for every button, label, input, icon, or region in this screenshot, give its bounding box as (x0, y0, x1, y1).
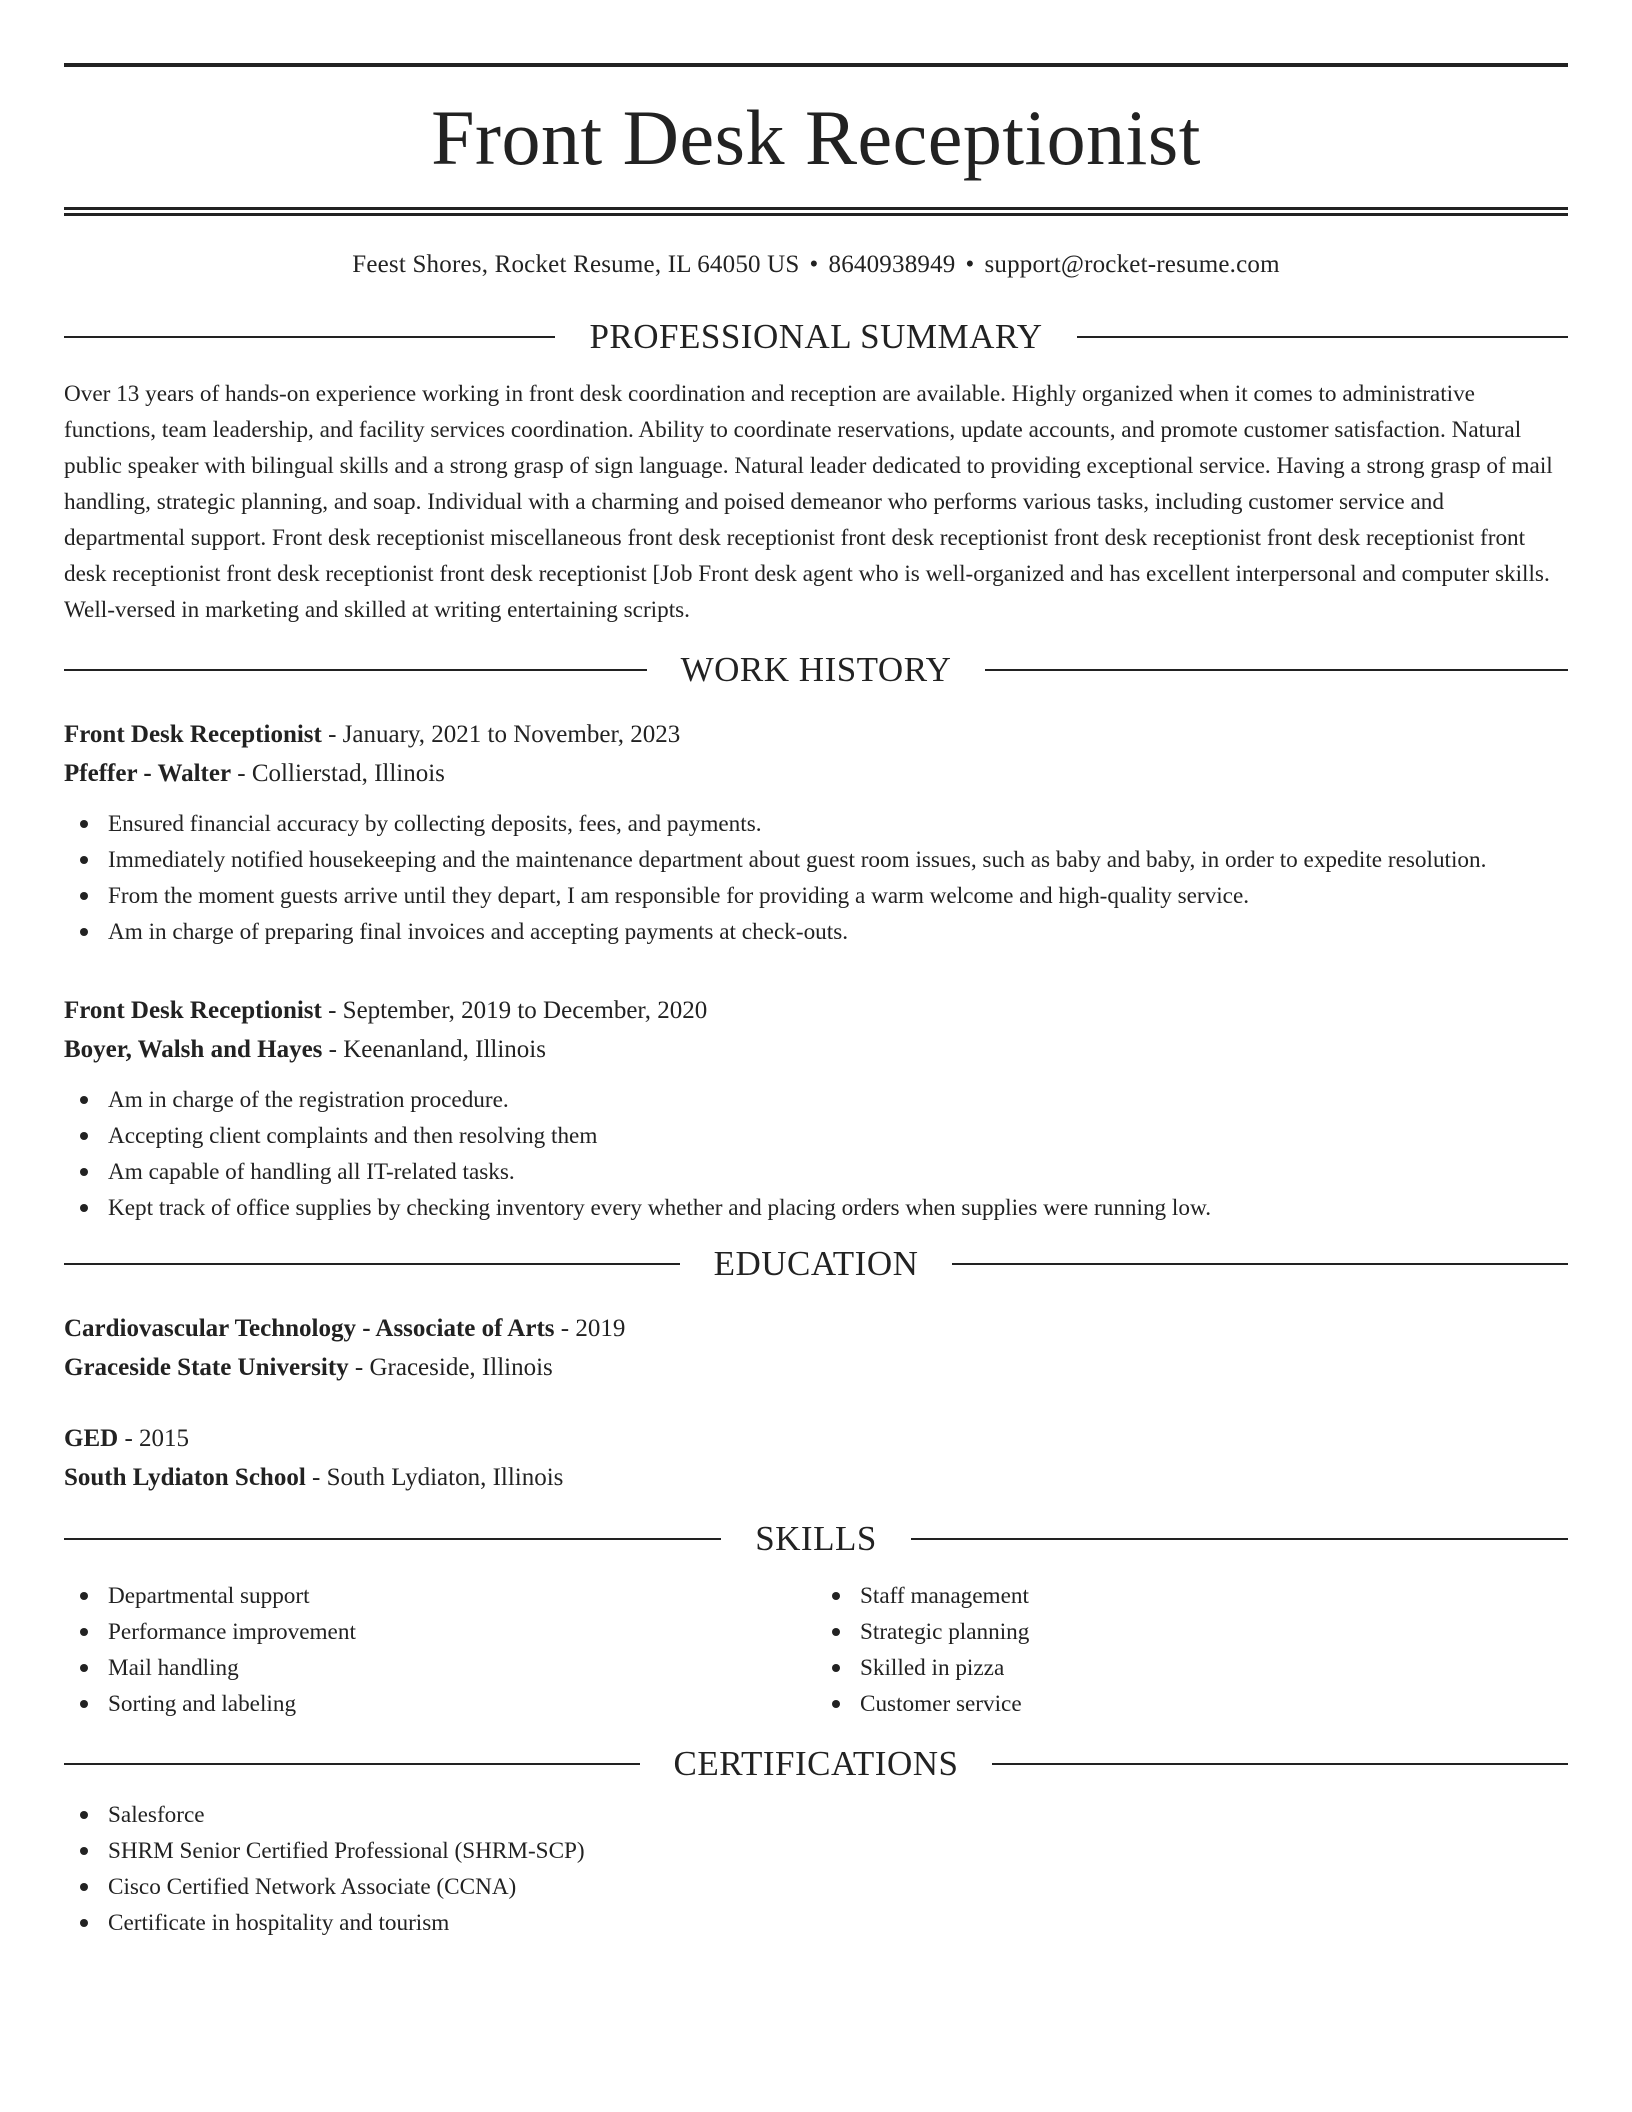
job-title: Front Desk Receptionist (64, 721, 322, 748)
certification-text: SHRM Senior Certified Professional (SHRM-SCP) (108, 1838, 585, 1864)
section-heading-summary (64, 317, 1568, 357)
list-item (64, 1578, 816, 1614)
bullet-icon (80, 1592, 88, 1600)
contact-phone: 8640938949 (828, 251, 956, 278)
education-location: - South Lydiaton, Illinois (305, 1464, 564, 1491)
bullet-icon (80, 928, 88, 936)
section-heading-certifications (64, 1744, 1568, 1784)
education-degree-line (64, 1309, 1568, 1348)
list-item (816, 1650, 1568, 1686)
list-item (64, 878, 1568, 914)
list-item (64, 1905, 1568, 1941)
bullet-icon (80, 1204, 88, 1212)
list-item (64, 1686, 816, 1722)
job-company-line (64, 1030, 1568, 1069)
education-school-line (64, 1348, 1568, 1387)
bullet-icon (80, 1132, 88, 1140)
education-location: - Graceside, Illinois (348, 1354, 553, 1381)
certification-text: Certificate in hospitality and tourism (108, 1910, 450, 1936)
heading-rule (985, 669, 1568, 671)
certifications-list (64, 1797, 1568, 1941)
list-item (64, 1869, 1568, 1905)
bullet-icon (832, 1592, 840, 1600)
list-item (816, 1614, 1568, 1650)
skill-text: Skilled in pizza (860, 1655, 1005, 1681)
contact-email: support@rocket-resume.com (984, 251, 1280, 278)
education-school: Graceside State University (64, 1354, 349, 1381)
list-item (64, 1833, 1568, 1869)
list-item-text: From the moment guests arrive until they depart, I am responsible for providing a warm welcome and high-quality service. (108, 883, 1250, 909)
bullet-icon (80, 892, 88, 900)
bullet-icon (80, 1664, 88, 1672)
bullet-icon (80, 1883, 88, 1891)
list-item (64, 1190, 1568, 1226)
list-item (64, 842, 1568, 878)
contact-address: Feest Shores, Rocket Resume, IL 64050 US (352, 251, 800, 278)
bullet-icon (80, 1919, 88, 1927)
bullet-icon (80, 1628, 88, 1636)
bullet-icon (832, 1628, 840, 1636)
education-entry (64, 1309, 1568, 1387)
job-title-line (64, 991, 1568, 1030)
bullet-icon (80, 1847, 88, 1855)
job-title-line (64, 715, 1568, 754)
education-degree: Cardiovascular Technology - Associate of Arts (64, 1315, 555, 1342)
job-company: Boyer, Walsh and Hayes (64, 1036, 323, 1063)
list-item-text: Kept track of office supplies by checking inventory every whether and placing orders when supplies were running low. (108, 1195, 1212, 1221)
section-heading-work-history (64, 650, 1568, 690)
heading-rule (64, 1538, 721, 1540)
summary-text: Over 13 years of hands-on experience working in front desk coordination and reception are available. Highly organized when it comes to administrative functions, team leadership, and facility services coordination. Ability to coordinate reservations, update accounts, and promote customer satisfaction. Natural public speaker with bilingual skills and a strong grasp of sign language. Natural leader dedicated to providing exceptional service. Having a strong grasp of mail handling, strategic planning, and soap. Individual with a charming and poised demeanor who performs various tasks, including customer service and departmental support. Front desk receptionist miscellaneous front desk receptionist front desk receptionist front desk receptionist front desk receptionist front desk receptionist front desk receptionist front desk receptionist [Job Front desk agent who is well-organized and has excellent interpersonal and computer skills. Well-versed in marketing and skilled at writing entertaining scripts. (64, 381, 1553, 623)
job-location: - Collierstad, Illinois (231, 760, 445, 787)
contact-line (64, 250, 1568, 280)
section-title: CERTIFICATIONS (673, 1744, 959, 1783)
contact-separator: • (965, 251, 975, 278)
list-item-text: Am in charge of the registration procedure. (108, 1087, 509, 1113)
section-heading-education (64, 1244, 1568, 1284)
bullet-icon (832, 1700, 840, 1708)
heading-rule (952, 1263, 1568, 1265)
section-title: EDUCATION (713, 1244, 919, 1283)
list-item-text: Am in charge of preparing final invoices and accepting payments at check-outs. (108, 919, 849, 945)
education-degree-line (64, 1419, 1568, 1458)
job-dates: - January, 2021 to November, 2023 (321, 721, 681, 748)
skill-text: Departmental support (108, 1583, 310, 1609)
education-degree: GED (64, 1425, 119, 1452)
list-item (64, 914, 1568, 950)
skill-text: Sorting and labeling (108, 1691, 297, 1717)
skill-text: Staff management (860, 1583, 1029, 1609)
bullet-icon (80, 856, 88, 864)
heading-rule (1077, 336, 1568, 338)
bullet-icon (832, 1664, 840, 1672)
job-location: - Keenanland, Illinois (322, 1036, 546, 1063)
job-company: Pfeffer - Walter (64, 760, 232, 787)
list-item (816, 1686, 1568, 1722)
skills-list-left (64, 1578, 816, 1722)
skill-text: Mail handling (108, 1655, 239, 1681)
section-title: WORK HISTORY (680, 650, 952, 689)
education-year: - 2019 (554, 1315, 626, 1342)
job-entry (64, 991, 1568, 1226)
list-item (64, 1154, 1568, 1190)
list-item-text: Accepting client complaints and then resolving them (108, 1123, 598, 1149)
heading-rule (64, 1763, 640, 1765)
list-item (816, 1578, 1568, 1614)
list-item-text: Am capable of handling all IT-related tasks. (108, 1159, 515, 1185)
job-duties-list (64, 806, 1568, 950)
list-item-text: Ensured financial accuracy by collecting deposits, fees, and payments. (108, 811, 762, 837)
heading-rule (64, 669, 647, 671)
list-item (64, 1614, 816, 1650)
certification-text: Salesforce (108, 1802, 205, 1828)
education-school-line (64, 1458, 1568, 1497)
heading-rule (911, 1538, 1568, 1540)
education-school: South Lydiaton School (64, 1464, 306, 1491)
list-item (64, 806, 1568, 842)
job-entry (64, 715, 1568, 950)
education-year: - 2015 (118, 1425, 190, 1452)
list-item (64, 1082, 1568, 1118)
list-item (64, 1797, 1568, 1833)
job-duties-list (64, 1082, 1568, 1226)
heading-rule (64, 1263, 680, 1265)
heading-rule (64, 336, 555, 338)
bullet-icon (80, 1168, 88, 1176)
section-heading-skills (64, 1519, 1568, 1559)
section-title: PROFESSIONAL SUMMARY (589, 317, 1043, 356)
bullet-icon (80, 1700, 88, 1708)
education-entry (64, 1419, 1568, 1497)
skill-text: Performance improvement (108, 1619, 356, 1645)
skill-text: Customer service (860, 1691, 1022, 1717)
bullet-icon (80, 820, 88, 828)
section-title: SKILLS (755, 1519, 877, 1558)
certification-text: Cisco Certified Network Associate (CCNA) (108, 1874, 517, 1900)
list-item (64, 1118, 1568, 1154)
header-top-rule (64, 63, 1568, 67)
skills-list-right (816, 1578, 1568, 1722)
job-company-line (64, 754, 1568, 793)
bullet-icon (80, 1096, 88, 1104)
bullet-icon (80, 1811, 88, 1819)
job-title: Front Desk Receptionist (64, 997, 322, 1024)
heading-rule (992, 1763, 1568, 1765)
list-item-text: Immediately notified housekeeping and the maintenance department about guest room issues, such as baby and baby, in order to expedite resolution. (108, 847, 1487, 873)
candidate-name: Front Desk Receptionist (431, 94, 1201, 181)
skill-text: Strategic planning (860, 1619, 1030, 1645)
contact-separator: • (809, 251, 819, 278)
list-item (64, 1650, 816, 1686)
job-dates: - September, 2019 to December, 2020 (321, 997, 708, 1024)
header-double-rule (64, 207, 1568, 216)
skills-grid (64, 1578, 1568, 1722)
